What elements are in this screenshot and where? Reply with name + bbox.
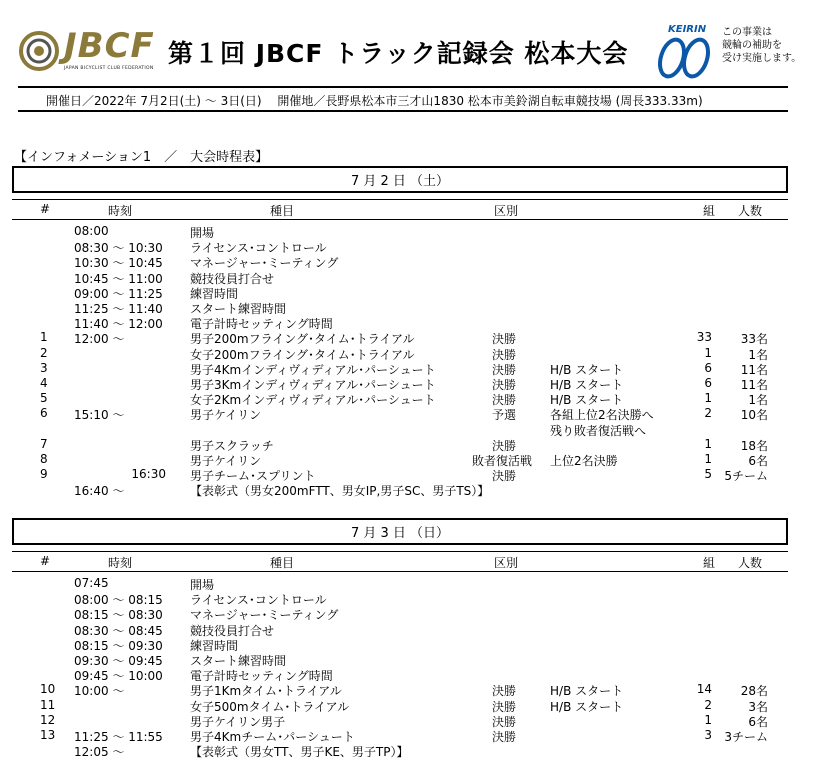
row-event: 開場 — [190, 226, 215, 240]
row-time: 11:40 ～ 12:00 — [74, 317, 163, 332]
row-category: 決勝 — [492, 378, 517, 392]
row-count: 3チーム — [724, 730, 768, 744]
row-groups: 1 — [704, 345, 712, 360]
column-header-event: 種目 — [270, 204, 295, 218]
row-event: 男子4Kmインディヴィディアル･パーシュート — [190, 362, 436, 377]
row-category: 決勝 — [492, 362, 517, 377]
row-groups: 1 — [704, 712, 712, 727]
row-number: 11 — [40, 697, 56, 712]
row-number: 1 — [40, 330, 48, 345]
row-number: 10 — [40, 682, 56, 697]
row-note: 残り敗者復活戦へ — [550, 423, 647, 438]
row-category: 決勝 — [492, 469, 517, 484]
table-rule-bottom — [12, 571, 788, 572]
row-note: H/B スタート — [550, 699, 624, 714]
column-header-no: # — [40, 202, 51, 216]
row-time: 10:00 ～ — [74, 684, 125, 699]
row-note: 各組上位2名決勝へ — [550, 408, 654, 423]
row-groups: 3 — [704, 728, 712, 742]
page-title: 第１回 JBCF トラック記録会 松本大会 — [168, 39, 629, 68]
row-category: 決勝 — [492, 332, 517, 347]
row-count: 1名 — [748, 347, 768, 362]
row-category: 決勝 — [492, 699, 517, 714]
row-groups: 1 — [704, 436, 712, 451]
row-category: 予選 — [492, 408, 517, 423]
row-groups: 5 — [704, 467, 712, 482]
row-event: 練習時間 — [190, 286, 239, 301]
row-category: 決勝 — [492, 684, 517, 699]
logo-text: JBCF — [64, 26, 155, 66]
row-count: 33名 — [740, 332, 768, 347]
keirin-note-line: 受け実施します。 — [722, 53, 802, 64]
keirin-note-line: この事業は — [722, 27, 772, 38]
header-rule-bottom — [18, 110, 788, 112]
row-time: 10:45 ～ 11:00 — [74, 271, 163, 286]
row-count: 1名 — [748, 393, 768, 408]
event-info: 開催日／2022年 7月2日(土) ～ 3日(日) 開催地／長野県松本市三才山1830 松本市美鈴湖自転車競技場 (周長333.33m) — [46, 94, 703, 108]
row-count: 11名 — [740, 362, 768, 377]
row-groups: 1 — [704, 452, 712, 466]
row-count: 5チーム — [724, 469, 768, 484]
row-time: 09:00 ～ 11:25 — [74, 286, 163, 301]
column-header-groups: 組 — [703, 204, 716, 218]
row-number: 3 — [40, 360, 48, 375]
row-time: 12:05 ～ — [74, 745, 125, 760]
row-note: H/B スタート — [550, 393, 624, 408]
section-heading: 【インフォメーション1 ／ 大会時程表】 — [14, 150, 269, 165]
row-event: 男子1Kmタイム･トライアル — [190, 684, 342, 699]
row-event: 電子計時セッティング時間 — [190, 317, 333, 332]
column-header-time: 時刻 — [108, 556, 133, 570]
row-note: H/B スタート — [550, 362, 624, 377]
row-time: 10:30 ～ 10:45 — [74, 256, 163, 271]
row-number: 6 — [40, 406, 48, 421]
row-number: 5 — [40, 391, 48, 406]
row-time: 08:30 ～ 08:45 — [74, 623, 163, 638]
row-event: 開場 — [190, 578, 215, 592]
column-header-category: 区別 — [494, 556, 519, 570]
row-time: 11:25 ～ 11:40 — [74, 302, 163, 316]
row-category: 決勝 — [492, 393, 517, 408]
row-count: 3名 — [748, 699, 768, 714]
row-event: 【表彰式（男女200mFTT、男女IP,男子SC、男子TS）】 — [190, 484, 490, 499]
keirin-label: KEIRIN — [668, 24, 707, 35]
row-time: 16:40 ～ — [74, 484, 125, 499]
column-header-event: 種目 — [270, 556, 295, 570]
row-category: 決勝 — [492, 438, 517, 453]
row-count: 6名 — [748, 714, 768, 729]
row-time: 08:15 ～ 09:30 — [74, 638, 163, 653]
row-event: 女子200mフライング･タイム･トライアル — [190, 347, 415, 362]
table-rule-top — [12, 551, 788, 552]
row-time: 07:45 — [74, 576, 109, 590]
row-time: 15:10 ～ — [74, 408, 125, 423]
row-event: 電子計時セッティング時間 — [190, 669, 333, 684]
row-event: 男子4Kmチーム･パーシュート — [190, 730, 355, 744]
row-time: 08:00 ～ 08:15 — [74, 593, 163, 608]
row-groups: 6 — [704, 376, 712, 390]
row-note: 上位2名決勝 — [550, 454, 618, 468]
table-rule-top — [12, 199, 788, 200]
row-time: 09:45 ～ 10:00 — [74, 669, 163, 684]
row-time: 08:00 — [74, 224, 109, 238]
row-event: 男子ケイリン男子 — [190, 714, 286, 729]
row-number: 13 — [40, 728, 56, 742]
column-header-category: 区別 — [494, 204, 519, 218]
row-time: 12:00 ～ — [74, 332, 125, 347]
row-event: ライセンス･コントロール — [190, 593, 327, 608]
row-groups: 2 — [704, 697, 712, 712]
row-time: 08:15 ～ 08:30 — [74, 608, 163, 623]
row-event: マネージャー･ミーティング — [190, 608, 339, 623]
row-event: 男子スクラッチ — [190, 438, 274, 453]
row-groups: 1 — [704, 391, 712, 406]
row-time: 08:30 ～ 10:30 — [74, 241, 163, 256]
jbcf-logo-icon — [18, 30, 60, 72]
row-category: 決勝 — [492, 714, 517, 729]
logo-subtext: JAPAN BICYCLIST CLUB FEDERATION — [64, 66, 154, 71]
row-note: H/B スタート — [550, 378, 624, 392]
row-event: 男子チーム･スプリント — [190, 469, 316, 484]
row-event: 【表彰式（男女TT、男子KE、男子TP）】 — [190, 745, 409, 760]
row-event: 男子ケイリン — [190, 408, 262, 423]
row-event: スタート練習時間 — [190, 302, 287, 316]
row-number: 2 — [40, 345, 48, 360]
row-event: 女子2Kmインディヴィディアル･パーシュート — [190, 393, 436, 408]
table-rule-bottom — [12, 219, 788, 220]
row-event: マネージャー･ミーティング — [190, 256, 339, 271]
row-event: 女子500mタイム･トライアル — [190, 699, 350, 714]
row-event: 練習時間 — [190, 638, 239, 653]
keirin-logo-icon — [652, 34, 716, 80]
row-count: 18名 — [740, 438, 768, 453]
row-event: ライセンス･コントロール — [190, 241, 327, 256]
header-rule-top — [18, 86, 788, 88]
row-category: 決勝 — [492, 730, 517, 744]
row-number: 12 — [40, 712, 56, 727]
row-time: 09:30 ～ 09:45 — [74, 654, 163, 668]
row-count: 10名 — [740, 408, 768, 423]
row-groups: 6 — [704, 360, 712, 375]
row-event: 男子200mフライング･タイム･トライアル — [190, 332, 415, 347]
row-time: 16:30 — [131, 467, 166, 482]
row-note: H/B スタート — [550, 684, 624, 699]
row-number: 9 — [40, 467, 48, 482]
row-count: 11名 — [740, 378, 768, 392]
column-header-groups: 組 — [703, 556, 716, 570]
row-groups: 2 — [704, 406, 712, 421]
row-time: 11:25 ～ 11:55 — [74, 730, 163, 744]
row-number: 7 — [40, 436, 48, 451]
column-header-time: 時刻 — [108, 204, 133, 218]
row-number: 8 — [40, 452, 48, 466]
row-number: 4 — [40, 376, 48, 390]
keirin-note — [722, 26, 801, 65]
row-event: 競技役員打合せ — [190, 623, 275, 638]
row-event: 男子ケイリン — [190, 454, 262, 468]
row-event: スタート練習時間 — [190, 654, 287, 668]
row-category: 決勝 — [492, 347, 517, 362]
column-header-count: 人数 — [738, 204, 763, 218]
day-header: 7 月 2 日 （土） — [12, 166, 788, 193]
row-count: 28名 — [740, 684, 768, 699]
keirin-note-line: 競輪の補助を — [722, 40, 782, 51]
row-category: 敗者復活戦 — [472, 454, 533, 468]
row-count: 6名 — [748, 454, 768, 468]
column-header-count: 人数 — [738, 556, 763, 570]
day-header: 7 月 3 日 （日） — [12, 518, 788, 545]
row-event: 競技役員打合せ — [190, 271, 275, 286]
row-event: 男子3Kmインディヴィディアル･パーシュート — [190, 378, 436, 392]
row-groups: 33 — [696, 330, 712, 345]
row-groups: 14 — [696, 682, 712, 697]
column-header-no: # — [40, 554, 51, 568]
